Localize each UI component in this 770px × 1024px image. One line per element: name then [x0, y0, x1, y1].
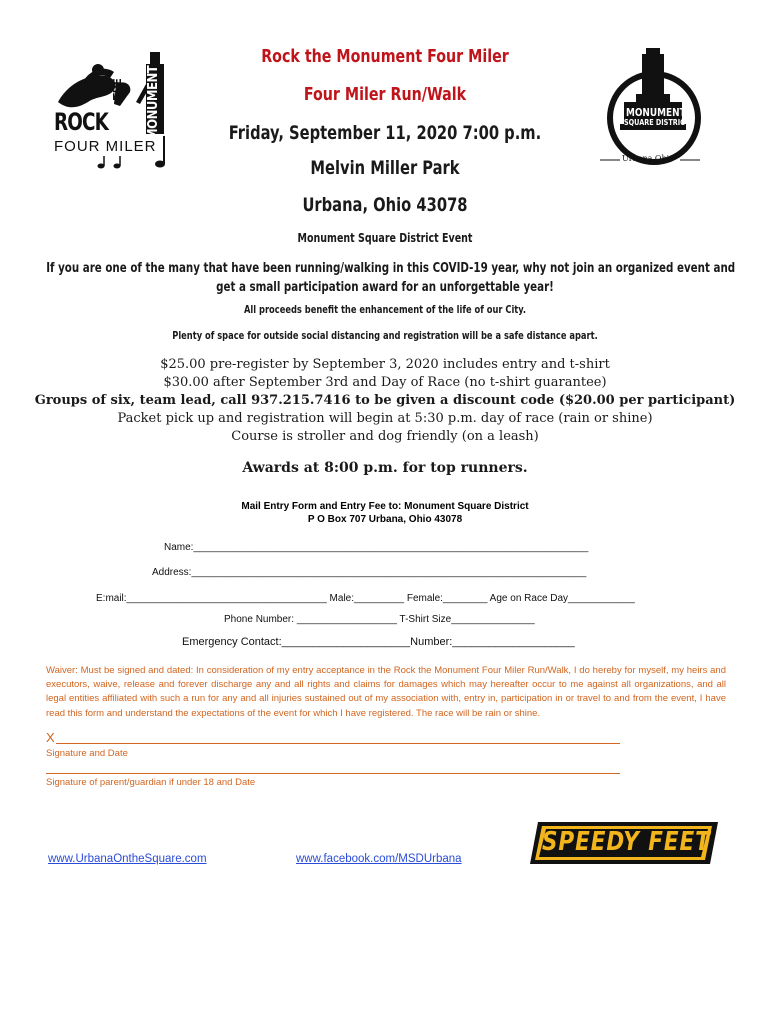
guardian-signature-line[interactable]	[46, 773, 620, 774]
address-field[interactable]: Address:_______________________________________________________________________	[152, 567, 587, 578]
event-park: Melvin Miller Park	[310, 157, 460, 179]
mail-instructions	[0, 500, 770, 526]
right-logo-monument-text: MONUMENT	[626, 106, 686, 119]
phone-tshirt-field[interactable]: Phone Number: __________________ T-Shirt Size_______________	[224, 614, 535, 625]
event-title: Rock the Monument Four Miler	[261, 46, 509, 67]
proceeds-note: All proceeds benefit the enhancement of the life of our City.	[243, 304, 527, 316]
guardian-signature-label: Signature of parent/guardian if under 18 and Date	[46, 777, 256, 788]
waiver-text: Waiver: Must be signed and dated: In consideration of my entry acceptance in the Rock the Monument Four Miler Run/Walk, I do hereby for myself, my heirs and executors, waive, release and forever discharge any and all rights and claims for damages which may hereafter occur to me against all organizations, and all legal entities affiliated with such a run for any and all injuries sustained out of my association with, entry in, participation in or travel to and from the event, I have read this form and understand the expectations of the event for which I have registered. The race will be rain or shine.	[46, 665, 726, 719]
intro-line-1: If you are one of the many that have been running/walking in this COVID-19 year, why not join an organized event and	[46, 261, 736, 276]
event-date-time: Friday, September 11, 2020 7:00 p.m.	[228, 122, 542, 144]
course-note: Course is stroller and dog friendly (on a leash)	[231, 429, 539, 444]
left-logo-monument-text: MONUMENT	[146, 65, 161, 140]
email-gender-age-field[interactable]: E:mail:____________________________________ Male:_________ Female:________ Age on Race Day____________	[96, 593, 635, 604]
intro-text	[46, 259, 736, 297]
mail-line-1: Mail Entry Form and Entry Fee to: Monument Square District	[241, 501, 529, 512]
price-after: $30.00 after September 3rd and Day of Race (no t-shirt guarantee)	[163, 375, 607, 390]
left-logo-the-text: THE	[111, 78, 124, 100]
pricing-block	[0, 356, 770, 446]
awards-note: Awards at 8:00 p.m. for top runners.	[242, 460, 528, 476]
event-city: Urbana, Ohio 43078	[302, 194, 468, 216]
website-link[interactable]: www.UrbanaOntheSquare.com	[48, 853, 207, 865]
mail-line-2: P O Box 707 Urbana, Ohio 43078	[307, 514, 463, 525]
price-groups: Groups of six, team lead, call 937.215.7416 to be given a discount code ($20.00 per participant)	[34, 393, 736, 408]
name-field[interactable]: Name:_______________________________________________________________________	[164, 542, 589, 553]
intro-line-2: get a small participation award for an unforgettable year!	[216, 280, 554, 295]
left-logo-rock-text: ROCK	[54, 108, 109, 136]
right-logo-district-text: SQUARE DISTRICT	[624, 118, 690, 127]
right-logo-caption: Urbana Ohio	[622, 154, 675, 163]
price-preregister: $25.00 pre-register by September 3, 2020 includes entry and t-shirt	[160, 357, 610, 372]
emergency-contact-field[interactable]: Emergency Contact:_____________________Number:____________________	[182, 636, 575, 648]
event-subtitle: Four Miler Run/Walk	[303, 84, 467, 105]
signature-x-mark: X	[46, 730, 55, 745]
left-logo-four-miler-text: FOUR MILER	[54, 138, 157, 155]
facebook-link[interactable]: www.facebook.com/MSDUrbana	[296, 853, 462, 865]
distancing-note: Plenty of space for outside social distancing and registration will be a safe distance apart.	[172, 330, 598, 342]
speedy-feet-text: SPEEDY FEET	[542, 827, 711, 857]
signature-line[interactable]	[56, 743, 620, 744]
packet-pickup: Packet pick up and registration will begin at 5:30 p.m. day of race (rain or shine)	[117, 411, 653, 426]
signature-label: Signature and Date	[46, 748, 128, 759]
event-type: Monument Square District Event	[297, 231, 473, 245]
